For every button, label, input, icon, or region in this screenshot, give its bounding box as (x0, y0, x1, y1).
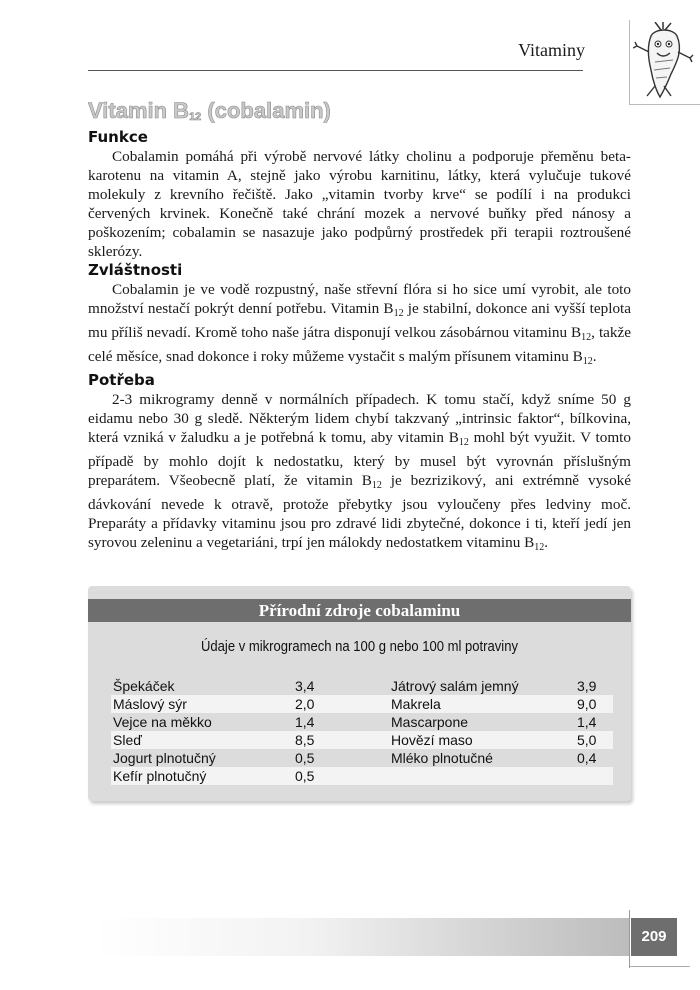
food-value: 8,5 (295, 732, 315, 748)
food-name: Makrela (391, 696, 441, 712)
section-heading-zvlastnosti: Zvláštnosti (88, 261, 183, 279)
table-row (111, 695, 613, 713)
sources-table (88, 586, 631, 801)
running-header: Vitaminy (518, 40, 585, 60)
table-row (111, 713, 613, 731)
food-name: Máslový sýr (113, 696, 187, 712)
food-value: 0,4 (577, 750, 597, 766)
food-value: 2,0 (295, 696, 315, 712)
food-name: Špekáček (113, 678, 175, 694)
paragraph-potreba: 2-3 mikrogramy denně v normálních případech. K tomu stačí, když sníme 50 g eidamu nebo 30 g sledě. Některým lidem chybí takzvaný „intrinsic faktor“, bílkovina, která vzniká v žaludku a je potřebná k tomu, aby vitamin B12 mohl být využit. V tomto případě by mohlo dojít k nedostatku, který by musel být vyrovnán příslušným preparátem. Všeobecně platí, že vitamin B12 je bezrizikový, ani extrémně vysoké dávkování nevede k otravě, protože přebytky jsou vyloučeny přes ledviny moč. Preparáty a přídavky vitaminu jsou pro zdravé lidi zbytečné, dokonce i ti, kteří jedí jen syrovou zeleninu a vegetariáni, trpí jen málokdy nedostatkem vitaminu B12. (88, 391, 631, 553)
table-subtitle: Údaje v mikrogramech na 100 g nebo 100 ml potraviny (200, 639, 518, 655)
corner-divider-horizontal (629, 104, 700, 105)
section-heading-funkce: Funkce (88, 128, 148, 146)
food-name: Hovězí maso (391, 732, 473, 748)
footer-gradient-bar (95, 918, 630, 956)
food-name: Kefír plnotučný (113, 768, 207, 784)
section-heading-potreba: Potřeba (88, 371, 155, 389)
table-title: Přírodní zdroje cobalaminu (88, 599, 631, 622)
food-name: Sleď (113, 732, 142, 748)
article (88, 98, 631, 557)
paragraph-funkce: Cobalamin pomáhá při výrobě nervové látky cholinu a podporuje přeměnu beta-karotenu na vitamin A, stejně jako výrobu karnitinu, látky, která vylučuje tukové molekuly z krevního řečiště. Jako „vitamin tvorby krve“ se podílí i na produkci červených krvinek. Konečně také chrání mozek a nervové buňky před nánosy a poškozením; cobalamin se nasazuje jako podpůrný prostředek při terapii roztroušené sklerózy. (88, 148, 631, 260)
food-value: 1,4 (577, 714, 597, 730)
table-row (111, 767, 613, 785)
food-name: Vejce na měkko (113, 714, 212, 730)
food-value: 0,5 (295, 768, 315, 784)
food-name: Jogurt plnotučný (113, 750, 216, 766)
food-name: Mascarpone (391, 714, 469, 730)
food-value: 5,0 (577, 732, 597, 748)
food-value: 1,4 (295, 714, 315, 730)
food-name: Mléko plnotučné (391, 750, 493, 766)
table-row (111, 749, 613, 767)
article-title: Vitamin $B_{12}$ (cobalamin) (88, 98, 331, 123)
food-name: Játrový salám jemný (391, 678, 519, 694)
header-rule (88, 70, 583, 71)
footer-divider-horizontal (630, 966, 690, 967)
carrot-mascot-illustration (633, 22, 695, 100)
food-value: 0,5 (295, 750, 315, 766)
paragraph-zvlastnosti: Cobalamin je ve vodě rozpustný, naše střevní flóra si ho sice umí vyrobit, ale toto množství nestačí pokrýt denní potřebu. Vitamin B12 je stabilní, dokonce ani vyšší teplota mu příliš nevadí. Kromě toho naše játra disponují velkou zásobárnou vitaminu B12, takže celé měsíce, snad dokonce i roky můžeme vystačit s malým přísunem vitaminu B12. (88, 281, 632, 367)
table-row (111, 731, 613, 749)
food-value: 3,4 (295, 678, 315, 694)
food-value: 3,9 (577, 678, 597, 694)
table-row (111, 677, 613, 695)
footer-divider (629, 910, 630, 968)
page-number: 209 (631, 918, 677, 956)
food-value: 9,0 (577, 696, 597, 712)
table-rows (111, 677, 613, 785)
corner-divider (629, 20, 630, 105)
